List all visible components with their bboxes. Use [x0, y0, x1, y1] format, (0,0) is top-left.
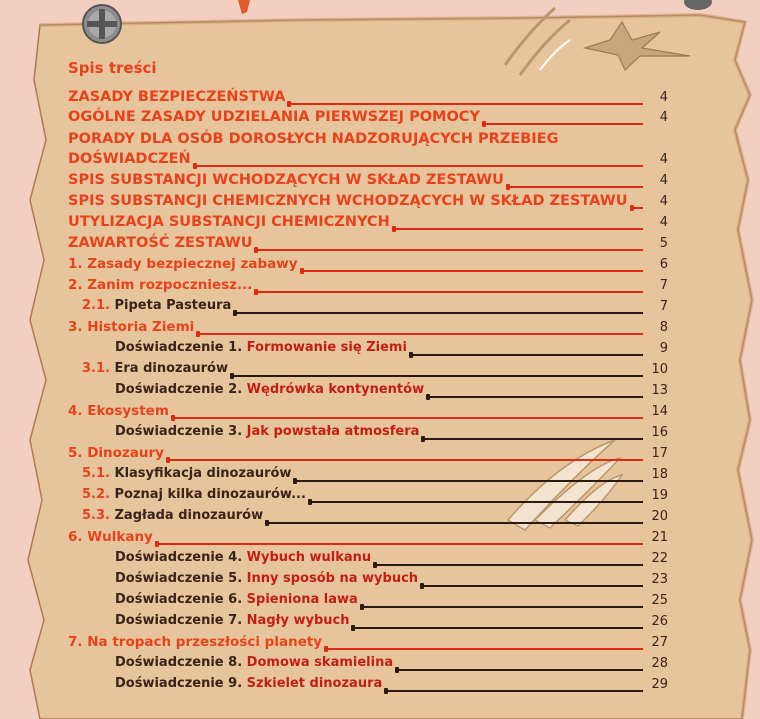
toc-leader-line: [258, 249, 643, 251]
toc-entry[interactable]: [0, 213, 760, 233]
toc-entry-title: Inny sposób na wybuch: [246, 571, 419, 586]
toc-entry-title: Poznaj kilka dinozaurów...: [114, 487, 306, 502]
toc-leader-line: [399, 669, 643, 671]
toc-entry-number: 2.1.: [82, 298, 110, 313]
toc-entry[interactable]: [0, 486, 760, 506]
toc-entry[interactable]: [0, 633, 760, 653]
toc-entry-title: Jak powstała atmosfera: [246, 424, 420, 439]
toc-leader-line: [364, 606, 643, 608]
toc-entry-page: 26: [651, 614, 668, 629]
toc-entry-prefix: Doświadczenie 4.: [115, 550, 243, 565]
toc-entry[interactable]: [0, 234, 760, 254]
toc-entry-page: 4: [659, 110, 668, 125]
toc-heading: Spis treści: [68, 59, 157, 77]
toc-entry-prefix: Doświadczenie 3.: [115, 424, 243, 439]
toc-entry-page: 4: [659, 215, 668, 230]
toc-entry-page: 20: [651, 509, 668, 524]
toc-entry-page: 21: [651, 530, 668, 545]
toc-leader-line: [355, 627, 643, 629]
toc-entry-page: 16: [651, 425, 668, 440]
toc-leader-line: [425, 438, 643, 440]
toc-entry-label: UTYLIZACJA SUBSTANCJI CHEMICZNYCH: [68, 214, 390, 230]
toc-entry-page: 14: [651, 404, 668, 419]
toc-entry-page: 8: [659, 320, 668, 335]
toc-entry-label: 1. Zasady bezpiecznej zabawy: [68, 256, 298, 272]
toc-entry-title: Klasyfikacja dinozaurów: [114, 466, 292, 481]
toc-entry[interactable]: [0, 131, 760, 170]
toc-entry-prefix: Doświadczenie 7.: [115, 613, 243, 628]
toc-entry[interactable]: [0, 171, 760, 191]
toc-entry-page: 10: [651, 362, 668, 377]
toc-entry-title: Formowanie się Ziemi: [246, 340, 407, 355]
toc-entry-label: ZASADY BEZPIECZEŃSTWA: [68, 89, 286, 105]
toc-leader-line: [312, 501, 643, 503]
toc-entry-label: 7. Na tropach przeszłości planety: [68, 634, 323, 650]
toc-entry[interactable]: [0, 570, 760, 590]
toc-entry[interactable]: [0, 108, 760, 128]
toc-entry-label: [82, 297, 231, 315]
toc-entry-page: 23: [651, 572, 668, 587]
toc-entry-label: [115, 549, 371, 567]
toc-leader-line: [388, 690, 643, 692]
toc-entry-prefix: Doświadczenie 1.: [115, 340, 243, 355]
toc-entry-label: SPIS SUBSTANCJI CHEMICZNYCH WCHODZĄCYCH W SKŁAD ZESTAWU: [68, 193, 628, 209]
toc-entry-number: 3.1.: [82, 361, 110, 376]
toc-entry-label: 6. Wulkany: [68, 529, 153, 545]
toc-entry-number: 5.3.: [82, 508, 110, 523]
toc-entry-prefix: Doświadczenie 8.: [115, 655, 243, 670]
toc-entry-page: 7: [659, 278, 668, 293]
toc-entry-label: [115, 612, 349, 630]
toc-leader-line: [510, 186, 643, 188]
toc-entry-prefix: Doświadczenie 9.: [115, 676, 243, 691]
toc-entry-page: 9: [659, 341, 668, 356]
toc-entry[interactable]: [0, 402, 760, 422]
toc-leader-line: [430, 396, 643, 398]
toc-entry[interactable]: [0, 675, 760, 695]
toc-leader-line: [377, 564, 643, 566]
toc-entry-label: [115, 591, 358, 609]
toc-entry[interactable]: [0, 276, 760, 296]
toc-entry-title: Spieniona lawa: [246, 592, 358, 607]
toc-entry-title: Era dinozaurów: [114, 361, 228, 376]
toc-entry-label: [115, 675, 382, 693]
toc-entry-title: Wybuch wulkanu: [246, 550, 372, 565]
toc-entry-label: [115, 381, 424, 399]
toc-entry-prefix: Doświadczenie 6.: [115, 592, 243, 607]
toc-entry[interactable]: [0, 192, 760, 212]
toc-leader-line: [297, 480, 643, 482]
toc-entry[interactable]: [0, 255, 760, 275]
toc-leader-line: [234, 375, 643, 377]
toc-entry-page: 19: [651, 488, 668, 503]
toc-entry[interactable]: [0, 465, 760, 485]
toc-entry-label: [82, 360, 228, 378]
toc-leader-line: [159, 543, 643, 545]
toc-entry-label: [115, 654, 393, 672]
toc-entry-label: 3. Historia Ziemi: [68, 319, 195, 335]
toc-entry-prefix: Doświadczenie 2.: [115, 382, 243, 397]
toc-entry[interactable]: [0, 528, 760, 548]
toc-entry-title: Zagłada dinozaurów: [114, 508, 264, 523]
toc-entry-page: 28: [651, 656, 668, 671]
toc-entry-page: 18: [651, 467, 668, 482]
toc-entry[interactable]: [0, 654, 760, 674]
toc-entry[interactable]: [0, 444, 760, 464]
toc-leader-line: [258, 291, 643, 293]
toc-leader-line: [237, 312, 643, 314]
toc-entry-page: 25: [651, 593, 668, 608]
toc-entry[interactable]: [0, 591, 760, 611]
toc-entry-label: 4. Ekosystem: [68, 403, 169, 419]
toc-entry-label: [115, 570, 418, 588]
toc-entry-title: Wędrówka kontynentów: [246, 382, 425, 397]
toc-entry-page: 17: [651, 446, 668, 461]
toc-entry-label: OGÓLNE ZASADY UDZIELANIA PIERWSZEJ POMOCY: [68, 109, 480, 125]
toc-leader-line: [269, 522, 643, 524]
toc-entry[interactable]: [0, 507, 760, 527]
toc-leader-line: [175, 417, 643, 419]
toc-entry-label: DOŚWIADCZEŃ: [68, 151, 191, 167]
toc-leader-line: [200, 333, 643, 335]
toc-entry-title: Szkielet dinozaura: [246, 676, 383, 691]
toc-entry-title: Pipeta Pasteura: [114, 298, 232, 313]
toc-entry-label: [115, 423, 419, 441]
toc-entry-prefix: Doświadczenie 5.: [115, 571, 243, 586]
toc-entry[interactable]: [0, 88, 760, 108]
toc-entry[interactable]: [0, 360, 760, 380]
toc-entry-page: 7: [659, 299, 668, 314]
toc-leader-line: [197, 165, 643, 167]
toc-entry[interactable]: [0, 297, 760, 317]
toc-entry-label: 5. Dinozaury: [68, 445, 164, 461]
toc-entry-label: ZAWARTOŚĆ ZESTAWU: [68, 235, 253, 251]
toc-leader-line: [634, 207, 643, 209]
toc-entry[interactable]: [0, 423, 760, 443]
toc-entry-title: Nagły wybuch: [246, 613, 350, 628]
toc-entry-page: 27: [651, 635, 668, 650]
toc-entry-page: 4: [659, 194, 668, 209]
toc-entry-title: Domowa skamielina: [246, 655, 394, 670]
toc-leader-line: [304, 270, 643, 272]
toc-leader-line: [424, 585, 643, 587]
toc-entry-page: 4: [659, 90, 668, 105]
toc-entry-label: [82, 465, 291, 483]
toc-leader-line: [170, 459, 643, 461]
toc-leader-line: [486, 123, 643, 125]
toc-leader-line: [328, 648, 643, 650]
toc-entry-label: 2. Zanim rozpoczniesz...: [68, 277, 253, 293]
toc-entry-page: 4: [659, 152, 668, 167]
toc-entry-number: 5.1.: [82, 466, 110, 481]
toc-entry-label: [82, 507, 263, 525]
toc-entry-page: 22: [651, 551, 668, 566]
toc-entry-page: 29: [651, 677, 668, 692]
toc-entry-label-line: PORADY DLA OSÓB DOROSŁYCH NADZORUJĄCYCH PRZEBIEG: [68, 131, 559, 147]
toc-entry-number: 5.2.: [82, 487, 110, 502]
toc-leader-line: [413, 354, 643, 356]
toc-entry[interactable]: [0, 318, 760, 338]
toc-entry-label: SPIS SUBSTANCJI WCHODZĄCYCH W SKŁAD ZESTAWU: [68, 172, 504, 188]
toc-entry-page: 5: [659, 236, 668, 251]
toc-entry[interactable]: [0, 612, 760, 632]
toc-leader-line: [396, 228, 643, 230]
toc-entry-label: [115, 339, 407, 357]
toc-entry-label: [82, 486, 306, 504]
toc-entry-page: 13: [651, 383, 668, 398]
toc-entry-page: 4: [659, 173, 668, 188]
toc-entry[interactable]: [0, 549, 760, 569]
toc-leader-line: [291, 103, 643, 105]
toc-entry[interactable]: [0, 339, 760, 359]
toc-entry-page: 6: [659, 257, 668, 272]
toc-entry[interactable]: [0, 381, 760, 401]
